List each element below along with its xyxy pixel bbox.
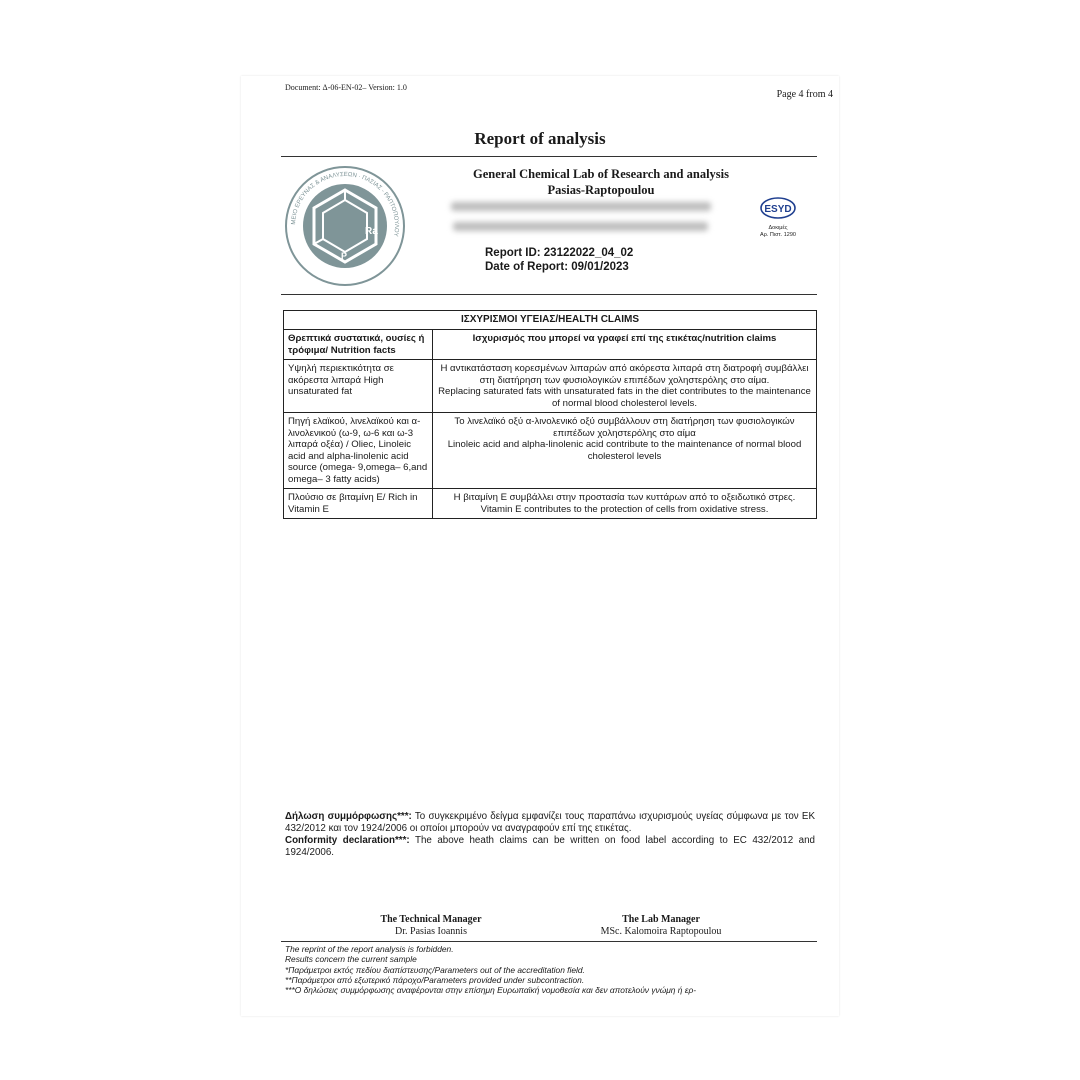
declaration-label-greek: Δήλωση συμμόρφωσης***: [285, 811, 412, 822]
footer-line: ***Ο δηλώσεις συμμόρφωσης αναφέρονται στην επίσημη Ευρωπαϊκή νομοθεσία και δεν αποτελούν γνώμη ή ερ- [285, 985, 697, 995]
report-page [241, 76, 839, 1016]
nutrient-cell: Υψηλή περιεκτικότητα σε ακόρεστα λιπαρά High unsaturated fat [284, 360, 433, 413]
logo-ring-text: ΜΕΙΟ ΕΡΕΥΝΑΣ & ΑΝΑΛΥΣΕΩΝ · ΠΑΣΙΑΣ - ΡΑΠΤΟΠΟΥΛΟΥ [290, 171, 400, 237]
column-header-nutrients: Θρεπτικά συστατικά, ουσίες ή τρόφιμα/ Nutrition facts [284, 330, 433, 360]
esyd-line2: Αρ. Πιστ. 1290 [760, 231, 796, 238]
conformity-declaration [285, 811, 815, 859]
claim-greek: Η αντικατάσταση κορεσμένων λιπαρών από ακόρεστα λιπαρά στη διατροφή συμβάλλει στη διατήρηση των φυσιολογικών επιπέδων χοληστερόλης στο αίμα. [440, 363, 809, 386]
lab-manager-name: MSc. Kalomoira Raptopoulou [600, 926, 722, 937]
nutrient-cell: Πηγή ελαϊκού, λινελαϊκού και α-λινολενικού (ω-9, ω-6 και ω-3 λιπαρά οξέα) / Oliec, Linoleic acid and alpha-linolenic acid source (omega- 9,omega– 6,and omega– 3 fatty acids) [284, 413, 433, 489]
declaration-label-english: Conformity declaration***: [285, 834, 410, 846]
esyd-accreditation [756, 194, 800, 238]
claim-greek: Το λινελαϊκό οξύ α-λινολενικό οξύ συμβάλλουν στη διατήρηση των φυσιολογικών επιπέδων χοληστερόλης στο αίμα [454, 416, 795, 439]
technical-manager-signature [311, 914, 551, 938]
report-title: Report of analysis [474, 129, 606, 148]
table-row [284, 489, 817, 519]
lab-manager-role: The Lab Manager [622, 914, 700, 925]
claim-cell [433, 360, 817, 413]
lab-name-line1: General Chemical Lab of Research and analysis [472, 167, 730, 181]
lab-manager-signature [541, 914, 781, 938]
declaration-text-english: The above heath claims can be written on food label according to EC 432/2012 and 1924/2006. [285, 834, 815, 858]
report-id: Report ID: 23122022_04_02 [485, 247, 634, 259]
redacted-address [451, 202, 711, 211]
header-rule-top [281, 156, 817, 157]
lab-logo [283, 164, 407, 288]
footer-line: **Παράμετροι από εξωτερικό πάροχο/Parameters provided under subcontraction. [285, 974, 585, 985]
technical-manager-name: Dr. Pasias Ioannis [395, 926, 467, 937]
column-header-claims: Ισχυρισμός που μπορεί να γραφεί επί της ετικέτας/nutrition claims [433, 330, 817, 360]
table-row [284, 360, 817, 413]
claim-cell [433, 413, 817, 489]
footer-line: *Παράμετροι εκτός πεδίου διαπίστευσης/Parameters out of the accreditation field. [285, 964, 585, 975]
esyd-line1: Δοκιμές [768, 225, 788, 231]
esyd-logo-icon [756, 194, 800, 220]
redacted-contact [453, 222, 708, 231]
footer-line: Results concern the current sample [285, 954, 417, 965]
logo-ra-text: Ra [365, 226, 378, 237]
footer-notes [285, 944, 815, 995]
nutrient-cell: Πλούσιο σε βιταμίνη Ε/ Rich in Vitamin E [284, 489, 433, 519]
footer-line: The reprint of the report analysis is forbidden. [285, 944, 454, 954]
table-caption-row [284, 311, 817, 330]
header-rule-bottom [281, 294, 817, 295]
footer-rule [281, 941, 817, 942]
claim-english: Linoleic acid and alpha-linolenic acid contribute to the maintenance of normal blood cholesterol levels [447, 439, 802, 462]
page-number: Page 4 from 4 [776, 89, 833, 100]
claim-greek: Η βιταμίνη Ε συμβάλλει στην προστασία των κυττάρων από το οξειδωτικό στρες. [453, 492, 796, 503]
lab-logo-icon [283, 164, 407, 288]
health-claims-table [283, 310, 817, 519]
document-id: Document: Δ-06-EN-02– Version: 1.0 [285, 83, 407, 92]
lab-name-line2: Pasias-Raptopoulou [547, 183, 655, 197]
declaration-text-greek: Το συγκεκριμένο δείγμα εμφανίζει τους παραπάνω ισχυρισμούς υγείας σύμφωνα με τον ΕΚ 432/2012 και τον 1924/2006 οι οποίοι μπορούν να αναγραφούν επί της ετικέτας. [285, 811, 815, 834]
claim-english: Vitamin E contributes to the protection of cells from oxidative stress. [480, 503, 769, 515]
table-header-row [284, 330, 817, 360]
report-date: Date of Report: 09/01/2023 [485, 261, 629, 273]
claim-english: Replacing saturated fats with unsaturated fats in the diet contributes to the maintenance of normal blood cholesterol levels. [438, 386, 811, 409]
logo-p-text: P [341, 251, 348, 261]
table-row [284, 413, 817, 489]
technical-manager-role: The Technical Manager [380, 914, 482, 925]
esyd-mark: ESYD [764, 204, 792, 215]
table-caption: ΙΣΧΥΡΙΣΜΟΙ ΥΓΕΙΑΣ/HEALTH CLAIMS [284, 311, 817, 330]
claim-cell [433, 489, 817, 519]
